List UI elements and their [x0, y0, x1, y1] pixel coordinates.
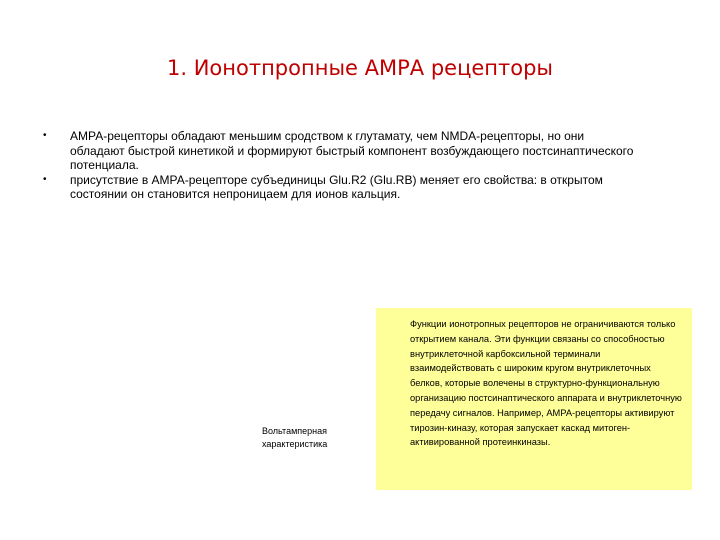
bullet-marker: • — [43, 130, 47, 141]
bullet-list — [40, 129, 640, 202]
note-box — [376, 308, 692, 490]
bullet-text: присутствие в АМРА-рецепторе субъединицы Glu.R2 (Glu.RB) меняет его свойства: в открытом состоянии он становится непроницаем для ионов кальция. — [70, 172, 603, 202]
bullet-marker: • — [43, 173, 47, 185]
bullet-item — [40, 129, 640, 173]
slide-title: 1. Ионотпропные АМРА рецепторы — [167, 56, 553, 80]
bullet-text: АМРА-рецепторы обладают меньшим сродством к глутамату, чем NMDA-рецепторы, но они обладают быстрой кинетикой и формируют быстрый компонент возбуждающего постсинаптического потенциала. — [70, 129, 634, 173]
note-text: Функции ионотропных рецепторов не ограничиваются только открытием канала. Эти функции связаны со способностью внутриклеточной карбоксильной терминали взаимодействовать с широким кругом внутриклеточных белков, которые волечены в структурно-функциональную организацию постсинаптического аппарата и внутриклеточную передачу сигналов. Например, АМРА-рецепторы активируют тирозин-киназу, которая запускает каскад митоген-активированной протеинкиназы. — [410, 319, 682, 448]
bullet-item — [40, 173, 640, 202]
figure-caption: Вольтамперная характеристика — [262, 426, 328, 449]
